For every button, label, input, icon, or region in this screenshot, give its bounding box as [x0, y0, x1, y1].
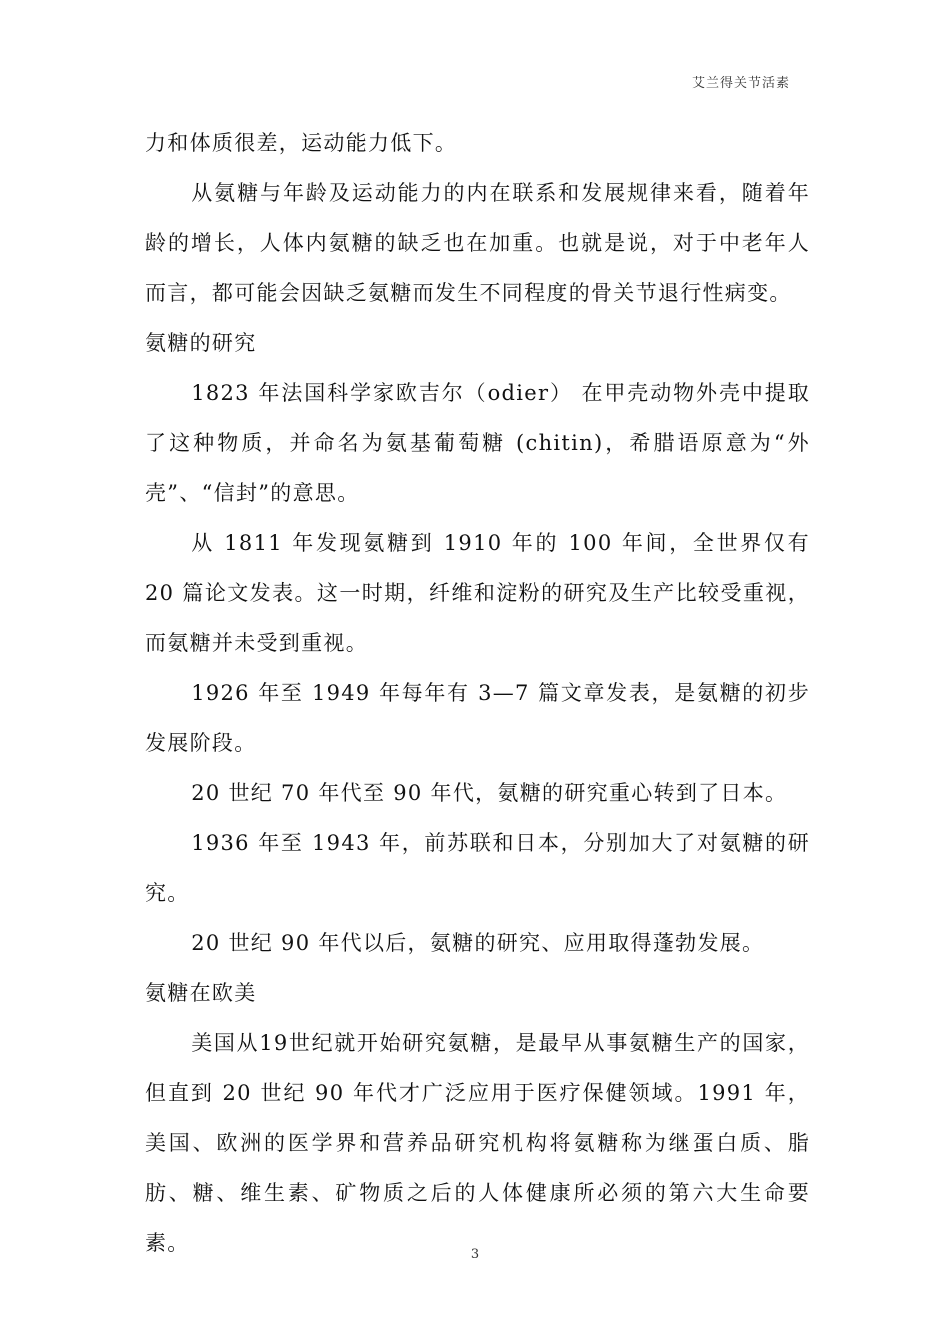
page-header: 艾兰得关节活素	[691, 76, 790, 91]
paragraph: 美国从19世纪就开始研究氨糖，是最早从事氨糖生产的国家，但直到 20 世纪 90 年代才广泛应用于医疗保健领域。1991 年，美国、欧洲的医学界和营养品研究机构将氨糖称为继蛋白质、脂肪、糖、维生素、矿物质之后的人体健康所必须的第六大生命要素。	[145, 1031, 810, 1255]
document-body	[145, 118, 810, 1268]
section-heading: 氨糖在欧美	[145, 981, 257, 1005]
paragraph: 从 1811 年发现氨糖到 1910 年的 100 年间，全世界仅有 20 篇论文发表。这一时期，纤维和淀粉的研究及生产比较受重视，而氨糖并未受到重视。	[145, 531, 810, 655]
paragraph: 20 世纪 70 年代至 90 年代，氨糖的研究重心转到了日本。	[191, 781, 788, 805]
paragraph: 从氨糖与年龄及运动能力的内在联系和发展规律来看，随着年龄的增长，人体内氨糖的缺乏也在加重。也就是说，对于中老年人而言，都可能会因缺乏氨糖而发生不同程度的骨关节退行性病变。	[145, 181, 810, 305]
page-number: 3	[470, 1247, 480, 1262]
paragraph: 20 世纪 90 年代以后，氨糖的研究、应用取得蓬勃发展。	[191, 931, 765, 955]
paragraph: 1823 年法国科学家欧吉尔（odier） 在甲壳动物外壳中提取了这种物质，并命名为氨基葡萄糖 (chitin)，希腊语原意为“外壳”、“信封”的意思。	[145, 381, 810, 505]
paragraph: 力和体质很差，运动能力低下。	[145, 131, 458, 155]
paragraph: 1936 年至 1943 年，前苏联和日本，分别加大了对氨糖的研究。	[145, 831, 810, 905]
paragraph: 1926 年至 1949 年每年有 3—7 篇文章发表，是氨糖的初步发展阶段。	[145, 681, 810, 755]
section-heading: 氨糖的研究	[145, 331, 257, 355]
